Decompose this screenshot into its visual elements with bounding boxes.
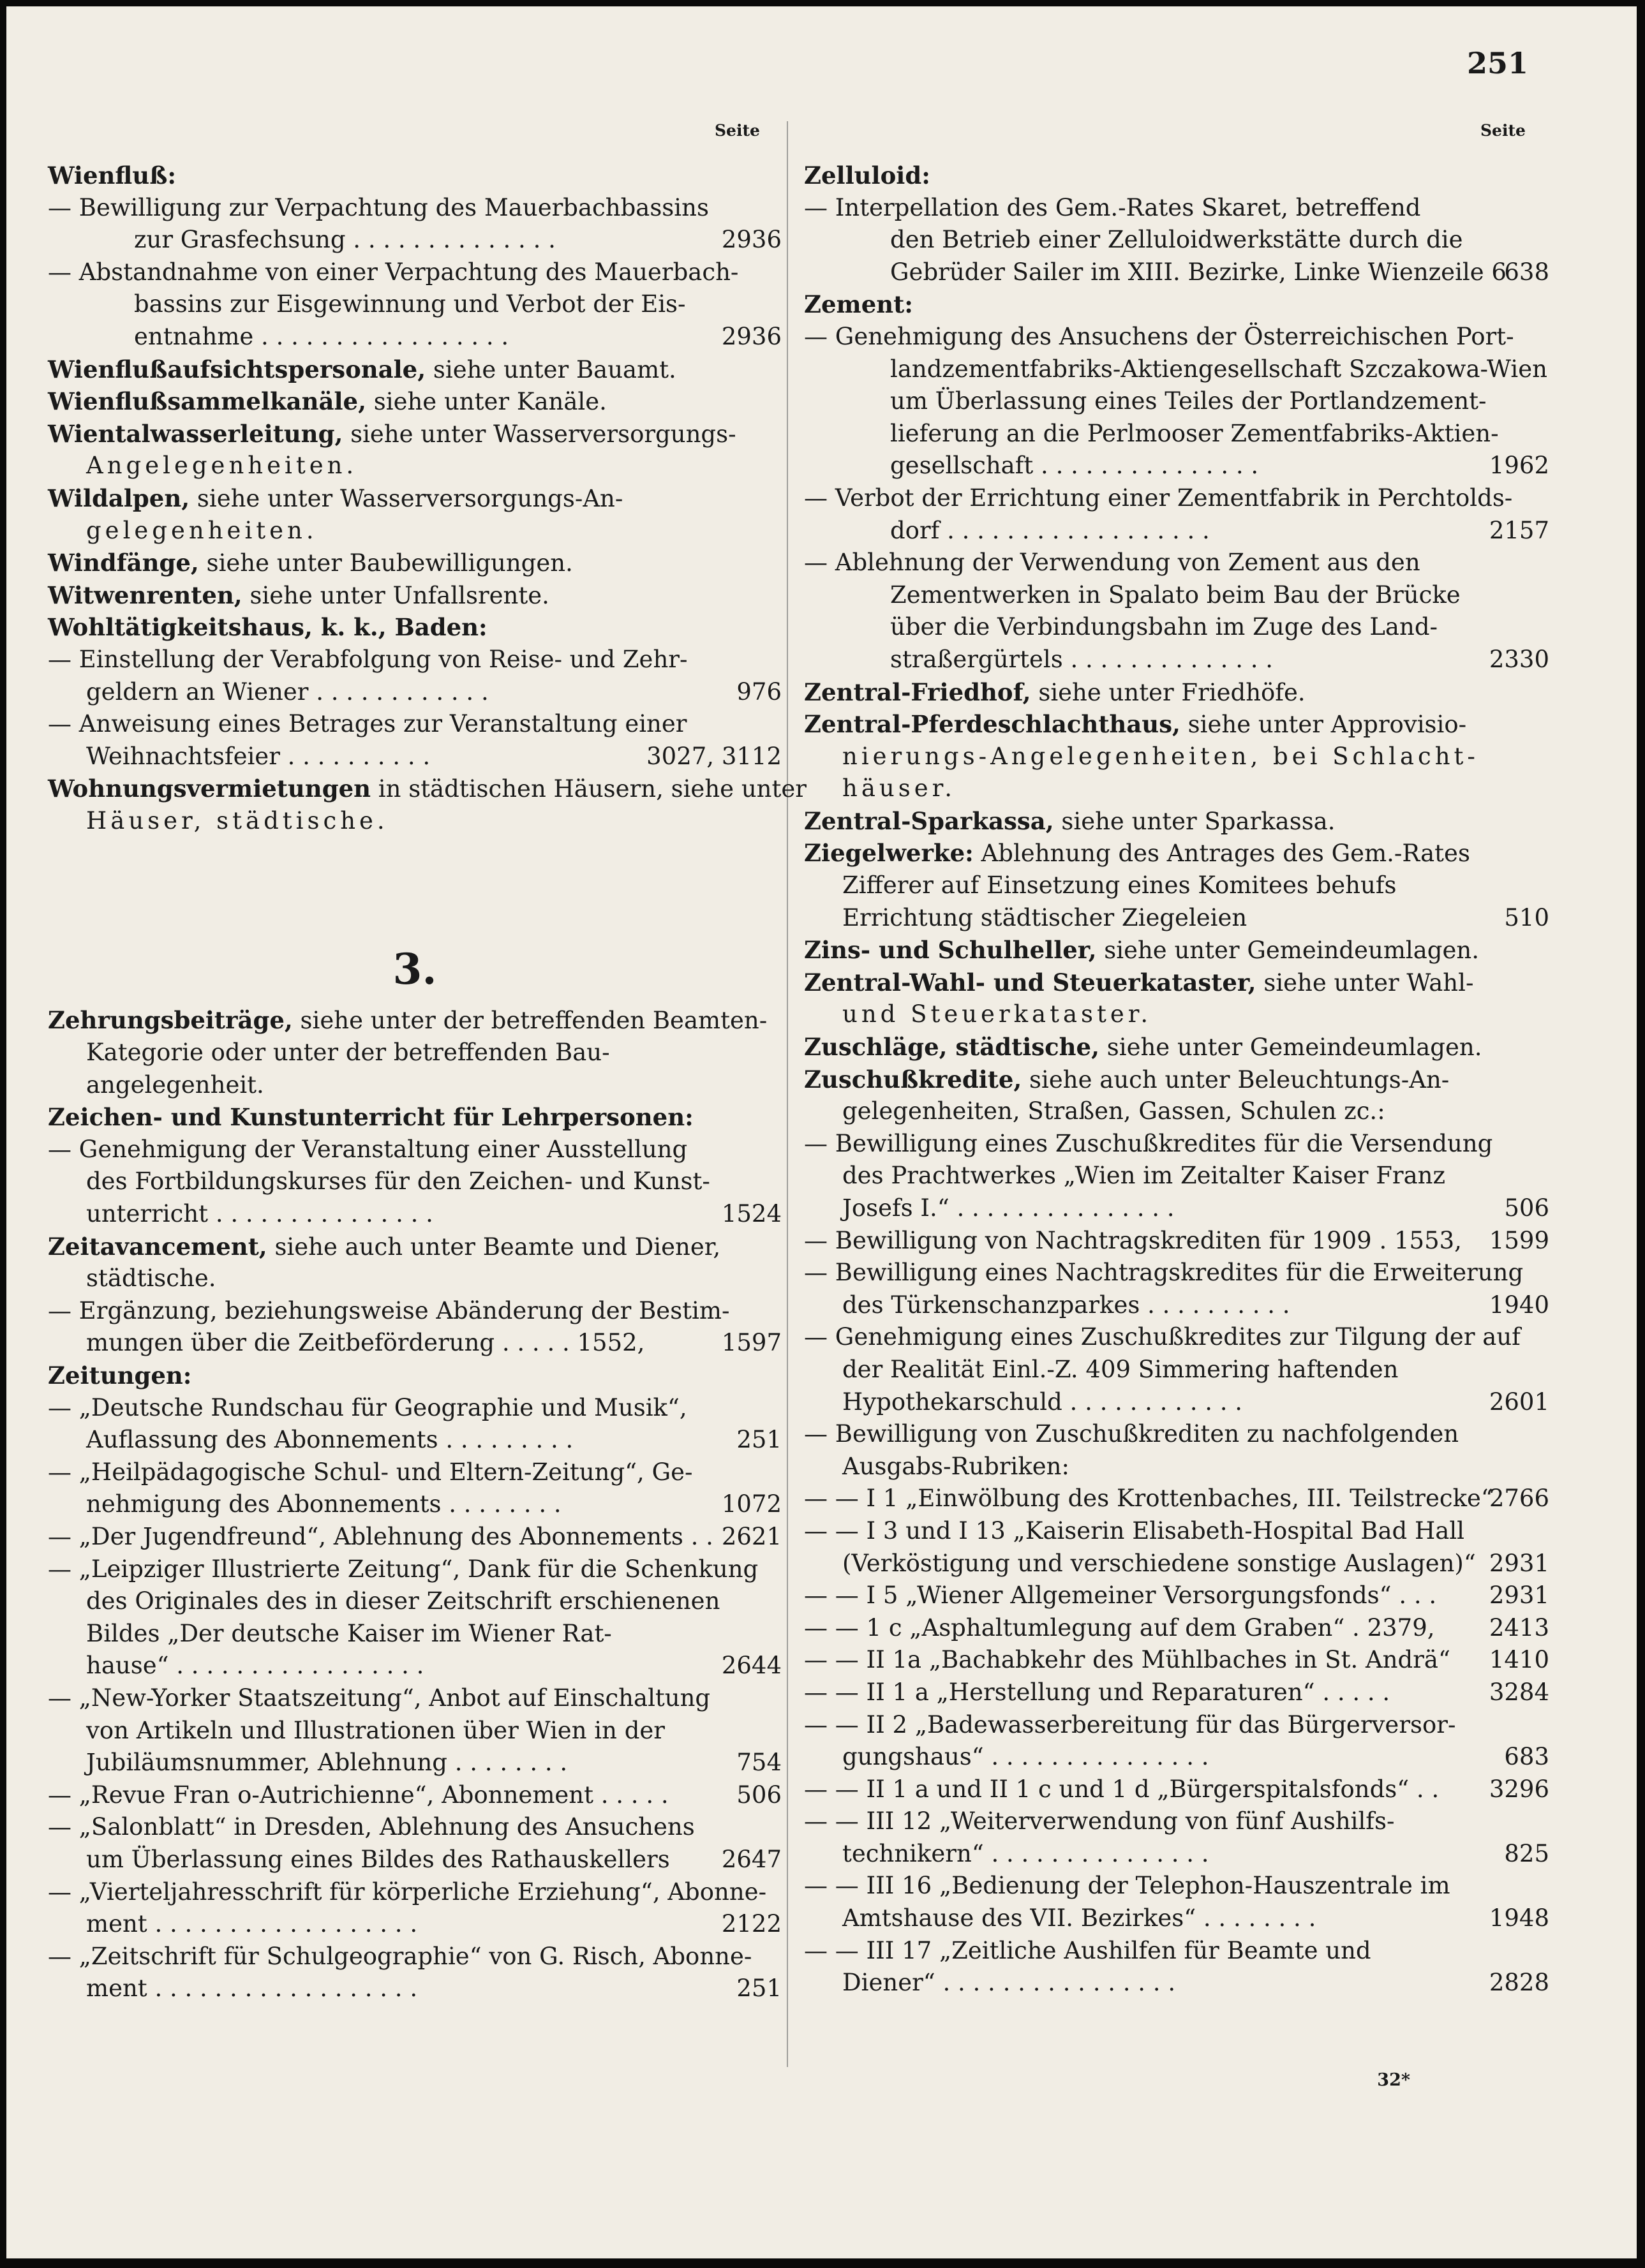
index-entry-text: — „Zeitschrift für Schulgeographie“ von G. Risch, Abonne- xyxy=(48,1942,752,1970)
page-reference: 2330 xyxy=(1489,645,1549,673)
index-line xyxy=(48,1779,782,1812)
index-entry-text: Zelluloid: xyxy=(804,161,930,189)
index-entry-text: technikern“ . . . . . . . . . . . . . . . xyxy=(842,1839,1209,1867)
index-line xyxy=(48,644,782,676)
index-entry-text: — Ergänzung, beziehungsweise Abänderung der Bestim- xyxy=(48,1296,730,1324)
page-reference: 683 xyxy=(1504,1743,1549,1771)
index-line xyxy=(842,998,1549,1031)
index-line xyxy=(804,1870,1549,1902)
index-entry-text: der Realität Einl.-Z. 409 Simmering haftenden xyxy=(842,1355,1399,1383)
page-reference: 2644 xyxy=(721,1652,782,1680)
page-reference: 1524 xyxy=(721,1200,782,1228)
index-line xyxy=(890,579,1549,612)
index-line xyxy=(134,224,782,256)
index-line xyxy=(134,321,782,353)
index-entry-text: — Ablehnung der Verwendung von Zement aus den xyxy=(804,549,1420,577)
page-reference: 1072 xyxy=(721,1490,782,1518)
index-line xyxy=(842,1451,1549,1483)
index-entry-text: entnahme . . . . . . . . . . . . . . . . . xyxy=(134,322,509,350)
page-reference: 1962 xyxy=(1489,452,1549,480)
index-line xyxy=(804,1225,1549,1257)
index-line xyxy=(48,418,782,450)
index-line xyxy=(842,1354,1549,1386)
index-line xyxy=(48,934,782,1004)
column-divider xyxy=(787,121,788,2067)
index-entry-text: den Betrieb einer Zelluloidwerkstätte durch die xyxy=(890,226,1463,254)
index-entry-text: Hypothekarschuld . . . . . . . . . . . . xyxy=(842,1388,1243,1416)
index-entry-text: Auflassung des Abonnements . . . . . . . . . xyxy=(86,1426,574,1454)
index-line xyxy=(86,1715,782,1747)
index-line xyxy=(804,288,1549,321)
index-entry-text: (Verköstigung und verschiedene sonstige Auslagen)“ xyxy=(842,1549,1476,1577)
index-entry-text: — — III 12 „Weiterverwendung von fünf Aushilfs- xyxy=(804,1807,1395,1835)
index-line xyxy=(48,547,782,579)
page-reference: 2413 xyxy=(1489,1613,1549,1642)
index-entry-text: Wohnungsvermietungen in städtischen Häusern, siehe unter xyxy=(48,775,807,803)
index-entry-text: um Überlassung eines Teiles der Portlandzement- xyxy=(890,387,1487,415)
index-line xyxy=(804,1580,1549,1612)
index-entry-text: Bildes „Der deutsche Kaiser im Wiener Rat- xyxy=(86,1619,612,1647)
index-entry-text: lieferung an die Perlmooser Zementfabriks-Aktien- xyxy=(890,419,1499,447)
index-entry-text: bassins zur Eisgewinnung und Verbot der Eis- xyxy=(134,290,686,318)
signature-mark: 32* xyxy=(1377,2070,1410,2090)
index-entry-text: — — I 3 und I 13 „Kaiserin Elisabeth-Hospital Bad Hall xyxy=(804,1516,1464,1545)
index-entry-text: häuser. xyxy=(842,775,956,803)
index-entry-text: Jubiläumsnummer, Ablehnung . . . . . . . . xyxy=(86,1749,568,1777)
index-entry-text: Witwenrenten, siehe unter Unfallsrente. xyxy=(48,581,549,609)
index-entry-text: landzementfabriks-Aktiengesellschaft Szczakowa-Wien xyxy=(890,355,1547,383)
index-line xyxy=(86,1166,782,1198)
index-line xyxy=(804,708,1549,741)
index-line xyxy=(890,611,1549,644)
index-line xyxy=(890,353,1549,386)
index-entry-text: — Genehmigung eines Zuschußkredites zur Tilgung der auf xyxy=(804,1323,1521,1351)
index-entry-text: — — I 5 „Wiener Allgemeiner Versorgungsfonds“ . . . xyxy=(804,1582,1437,1610)
index-entry-text: 3. xyxy=(392,944,437,995)
index-entry-text: — „New-Yorker Staatszeitung“, Anbot auf Einschaltung xyxy=(48,1684,711,1712)
index-line xyxy=(48,1682,782,1715)
index-entry-text: — Bewilligung eines Zuschußkredites für die Versendung xyxy=(804,1129,1493,1157)
index-line xyxy=(48,1392,782,1425)
index-entry-text: und Steuerkataster. xyxy=(842,1000,1152,1028)
index-entry-text: Angelegenheiten. xyxy=(86,452,358,480)
index-entry-text: angelegenheit. xyxy=(86,1071,264,1099)
page-reference: 2157 xyxy=(1489,516,1549,544)
index-line xyxy=(842,1548,1549,1580)
index-line xyxy=(48,1456,782,1489)
index-entry-text: unterricht . . . . . . . . . . . . . . . xyxy=(86,1200,433,1228)
index-entry-text: des Originales des in dieser Zeitschrift erschienenen xyxy=(86,1587,720,1615)
index-entry-text: — „Heilpädagogische Schul- und Eltern-Zeitung“, Ge- xyxy=(48,1458,693,1486)
index-line xyxy=(86,1618,782,1650)
index-entry-text: gelegenheiten. xyxy=(86,516,318,544)
page-reference: 976 xyxy=(736,678,782,706)
index-line xyxy=(804,1515,1549,1548)
page-reference: 754 xyxy=(736,1749,782,1777)
index-line xyxy=(890,256,1549,289)
index-line xyxy=(48,708,782,741)
index-line xyxy=(804,1321,1549,1354)
index-entry-text: gungshaus“ . . . . . . . . . . . . . . . xyxy=(842,1743,1209,1771)
index-line xyxy=(86,515,782,547)
page-reference: 2122 xyxy=(721,1910,782,1938)
index-entry-text: mungen über die Zeitbeförderung . . . . . 1552, xyxy=(86,1329,645,1357)
page-reference: 2828 xyxy=(1489,1969,1549,1997)
index-line xyxy=(48,1101,782,1134)
index-entry-text: — Abstandnahme von einer Verpachtung des Mauerbach- xyxy=(48,258,739,286)
index-entry-text: Zentral-Friedhof, siehe unter Friedhöfe. xyxy=(804,678,1306,706)
index-entry-text: ment . . . . . . . . . . . . . . . . . . xyxy=(86,1910,418,1938)
page-reference: 3027, 3112 xyxy=(646,742,782,770)
page-reference: 506 xyxy=(736,1781,782,1809)
index-entry-text: — „Salonblatt“ in Dresden, Ablehnung des Ansuchens xyxy=(48,1813,695,1841)
page-reference: 2621 xyxy=(721,1522,782,1550)
index-line xyxy=(842,1741,1549,1774)
index-line xyxy=(842,741,1549,773)
index-line xyxy=(86,1263,782,1295)
index-entry-text: Zementwerken in Spalato beim Bau der Brücke xyxy=(890,581,1461,609)
page-reference: 1940 xyxy=(1489,1291,1549,1319)
index-entry-text: von Artikeln und Illustrationen über Wien in der xyxy=(86,1716,665,1744)
index-line xyxy=(842,1192,1549,1225)
index-line xyxy=(48,385,782,418)
index-entry-text: Häuser, städtische. xyxy=(86,806,389,834)
index-line xyxy=(86,1198,782,1231)
index-line xyxy=(86,1973,782,2005)
page-reference: 2931 xyxy=(1489,1549,1549,1577)
index-entry-text: — Einstellung der Verabfolgung von Reise- und Zehr- xyxy=(48,645,688,673)
index-line xyxy=(804,547,1549,579)
index-line xyxy=(842,773,1549,805)
index-line xyxy=(86,1037,782,1069)
index-line xyxy=(86,1844,782,1876)
page-reference: 638 xyxy=(1504,258,1549,286)
index-line xyxy=(804,159,1549,192)
index-line xyxy=(890,644,1549,676)
index-line xyxy=(48,192,782,225)
index-entry-text: gelegenheiten, Straßen, Gassen, Schulen zc.: xyxy=(842,1097,1385,1125)
index-line xyxy=(842,1289,1549,1322)
index-entry-text: Zuschußkredite, siehe auch unter Beleuchtungs-An- xyxy=(804,1065,1450,1093)
index-line xyxy=(86,450,782,482)
page-reference: 251 xyxy=(736,1426,782,1454)
right-column xyxy=(804,159,1549,1999)
index-entry-text: — — 1 c „Asphaltumlegung auf dem Graben“ . 2379, xyxy=(804,1613,1435,1642)
index-line xyxy=(48,159,782,192)
index-line xyxy=(804,1064,1549,1096)
page-reference: 251 xyxy=(736,1975,782,2003)
index-line xyxy=(842,870,1549,902)
index-entry-text: ment . . . . . . . . . . . . . . . . . . xyxy=(86,1975,418,2003)
index-line xyxy=(86,1650,782,1682)
index-entry-text: Ausgabs-Rubriken: xyxy=(842,1452,1069,1480)
page-reference: 2936 xyxy=(721,226,782,254)
index-entry-text: — — II 1 a „Herstellung und Reparaturen“ . . . . . xyxy=(804,1678,1390,1706)
index-entry-text: Wientalwasserleitung, siehe unter Wasserversorgungs- xyxy=(48,419,736,448)
index-line xyxy=(48,611,782,644)
index-entry-text: Josefs I.“ . . . . . . . . . . . . . . . xyxy=(842,1194,1175,1222)
index-entry-text: über die Verbindungsbahn im Zuge des Land- xyxy=(890,613,1438,641)
index-line xyxy=(804,1709,1549,1742)
index-line xyxy=(804,676,1549,709)
index-entry-text: Ziegelwerke: Ablehnung des Antrages des Gem.-Rates xyxy=(804,839,1470,868)
index-line xyxy=(86,1585,782,1618)
seite-label-left: Seite xyxy=(715,121,760,140)
index-line xyxy=(804,837,1549,870)
page-reference: 2931 xyxy=(1489,1582,1549,1610)
index-line xyxy=(804,934,1549,967)
index-line xyxy=(86,1327,782,1360)
index-entry-text: städtische. xyxy=(86,1264,216,1293)
index-line xyxy=(804,1644,1549,1677)
index-line xyxy=(804,1805,1549,1838)
page-number: 251 xyxy=(1466,46,1528,80)
index-entry-text: straßergürtels . . . . . . . . . . . . . . xyxy=(890,645,1274,673)
index-line xyxy=(890,224,1549,256)
index-entry-text: — Genehmigung des Ansuchens der Österreichischen Port- xyxy=(804,322,1514,350)
index-line xyxy=(842,1902,1549,1935)
index-entry-text: Wienfluß: xyxy=(48,161,176,189)
index-line xyxy=(890,418,1549,450)
page-reference: 2936 xyxy=(721,322,782,350)
index-line xyxy=(804,967,1549,999)
index-line xyxy=(48,773,807,805)
index-line xyxy=(86,805,782,838)
index-line xyxy=(48,1134,782,1166)
index-entry-text: des Türkenschanzparkes . . . . . . . . . . xyxy=(842,1291,1290,1319)
page-reference: 1599 xyxy=(1489,1226,1549,1254)
index-line xyxy=(804,1677,1549,1709)
index-entry-text: um Überlassung eines Bildes des Rathauskellers xyxy=(86,1845,670,1873)
index-line xyxy=(842,1095,1549,1128)
index-line xyxy=(804,482,1549,515)
index-line xyxy=(890,450,1549,482)
index-line xyxy=(804,192,1549,225)
index-entry-text: Diener“ . . . . . . . . . . . . . . . . xyxy=(842,1969,1176,1997)
index-entry-text: Wohltätigkeitshaus, k. k., Baden: xyxy=(48,613,488,642)
index-entry-text: — Interpellation des Gem.-Rates Skaret, betreffend xyxy=(804,193,1421,221)
index-line xyxy=(86,1747,782,1779)
index-line xyxy=(842,1838,1549,1871)
index-entry-text: zur Grasfechsung . . . . . . . . . . . . . . xyxy=(134,226,556,254)
index-entry-text: — „Der Jugendfreund“, Ablehnung des Abonnements . . xyxy=(48,1522,713,1550)
index-line xyxy=(842,1386,1549,1419)
index-line xyxy=(48,1295,782,1328)
index-entry-text: — „Leipziger Illustrierte Zeitung“, Dank für die Schenkung xyxy=(48,1555,759,1583)
index-entry-text: — — III 16 „Bedienung der Telephon-Hauszentrale im xyxy=(804,1872,1450,1900)
document-page xyxy=(6,6,1637,2258)
index-line xyxy=(804,1935,1549,1968)
index-entry-text: des Prachtwerkes „Wien im Zeitalter Kaiser Franz xyxy=(842,1162,1445,1190)
index-entry-text: — Bewilligung von Zuschußkrediten zu nachfolgenden xyxy=(804,1420,1459,1448)
index-entry-text: Wienflußaufsichtspersonale, siehe unter Bauamt. xyxy=(48,355,676,383)
index-entry-text: — Verbot der Errichtung einer Zementfabrik in Perchtolds- xyxy=(804,484,1513,512)
index-entry-text: — — II 2 „Badewasserbereitung für das Bürgerversor- xyxy=(804,1710,1456,1738)
index-entry-text: Errichtung städtischer Ziegeleien xyxy=(842,903,1247,931)
index-line xyxy=(804,321,1549,353)
index-line xyxy=(48,837,782,934)
index-line xyxy=(48,256,782,289)
index-line xyxy=(86,741,782,773)
index-line xyxy=(804,1257,1549,1289)
index-entry-text: Zehrungsbeiträge, siehe unter der betreffenden Beamten- xyxy=(48,1006,768,1035)
index-entry-text: Kategorie oder unter der betreffenden Bau- xyxy=(86,1039,610,1067)
index-entry-text: Windfänge, siehe unter Baubewilligungen. xyxy=(48,549,573,577)
index-entry-text: dorf . . . . . . . . . . . . . . . . . . xyxy=(890,516,1210,544)
index-entry-text: Amtshause des VII. Bezirkes“ . . . . . . . . xyxy=(842,1904,1316,1932)
index-entry-text: Zentral-Pferdeschlachthaus, siehe unter Approvisio- xyxy=(804,710,1467,739)
index-line xyxy=(48,1876,782,1909)
index-entry-text: Zins- und Schulheller, siehe unter Gemeindeumlagen. xyxy=(804,936,1479,965)
index-entry-text: Zuschläge, städtische, siehe unter Gemeindeumlagen. xyxy=(804,1033,1482,1062)
index-line xyxy=(86,1424,782,1456)
index-line xyxy=(48,1521,782,1553)
page-reference: 1948 xyxy=(1489,1904,1549,1932)
index-line xyxy=(48,1231,782,1263)
index-entry-text: hause“ . . . . . . . . . . . . . . . . . xyxy=(86,1652,424,1680)
index-entry-text: — Anweisung eines Betrages zur Veranstaltung einer xyxy=(48,710,687,738)
index-entry-text: Zeitavancement, siehe auch unter Beamte und Diener, xyxy=(48,1232,721,1261)
index-entry-text: — „Revue Fran o-Autrichienne“, Abonnement . . . . . xyxy=(48,1781,669,1809)
index-line xyxy=(842,902,1549,935)
index-line xyxy=(48,1004,782,1037)
index-entry-text: — — III 17 „Zeitliche Aushilfen für Beamte und xyxy=(804,1936,1371,1964)
page-reference: 3296 xyxy=(1489,1775,1549,1803)
index-line xyxy=(804,1418,1549,1451)
index-entry-text: — — II 1 a und II 1 c und 1 d „Bürgerspitalsfonds“ . . xyxy=(804,1775,1440,1803)
index-entry-text: nehmigung des Abonnements . . . . . . . . xyxy=(86,1490,562,1518)
index-line xyxy=(86,1908,782,1941)
index-entry-text: Zifferer auf Einsetzung eines Komitees behufs xyxy=(842,871,1397,900)
index-entry-text: — „Deutsche Rundschau für Geographie und Musik“, xyxy=(48,1393,687,1421)
left-column xyxy=(48,159,807,2005)
page-reference: 825 xyxy=(1504,1839,1549,1867)
index-entry-text: gesellschaft . . . . . . . . . . . . . . . xyxy=(890,452,1259,480)
index-line xyxy=(804,1128,1549,1160)
index-line xyxy=(48,1941,782,1973)
index-entry-text: Zentral-Sparkassa, siehe unter Sparkassa. xyxy=(804,806,1336,835)
index-line xyxy=(134,288,782,321)
index-line xyxy=(804,1031,1549,1064)
index-entry-text: des Fortbildungskurses für den Zeichen- und Kunst- xyxy=(86,1167,710,1196)
page-reference: 2601 xyxy=(1489,1388,1549,1416)
index-entry-text: Weihnachtsfeier . . . . . . . . . . xyxy=(86,742,431,770)
index-entry-text: Zeitungen: xyxy=(48,1361,192,1390)
index-line xyxy=(804,1483,1549,1515)
page-reference: 510 xyxy=(1504,903,1549,931)
index-line xyxy=(48,1360,782,1392)
page-reference: 1410 xyxy=(1489,1646,1549,1674)
page-reference: 1597 xyxy=(721,1329,782,1357)
page-reference: 506 xyxy=(1504,1194,1549,1222)
page-reference: 3284 xyxy=(1489,1678,1549,1706)
page-reference: 2647 xyxy=(721,1845,782,1873)
index-entry-text: — Genehmigung der Veranstaltung einer Ausstellung xyxy=(48,1135,688,1163)
index-line xyxy=(86,676,782,709)
index-line xyxy=(48,1811,782,1844)
index-line xyxy=(842,1160,1549,1192)
seite-label-right: Seite xyxy=(1480,121,1526,140)
index-line xyxy=(890,515,1549,547)
index-entry-text: Wildalpen, siehe unter Wasserversorgungs-An- xyxy=(48,484,623,512)
index-entry-text: — „Vierteljahresschrift für körperliche Erziehung“, Abonne- xyxy=(48,1878,767,1906)
index-line xyxy=(48,353,782,386)
index-line xyxy=(86,1069,782,1102)
index-line xyxy=(890,385,1549,418)
index-entry-text: Zentral-Wahl- und Steuerkataster, siehe unter Wahl- xyxy=(804,968,1474,997)
index-line xyxy=(842,1967,1549,1999)
index-entry-text: — — I 1 „Einwölbung des Krottenbaches, III. Teilstrecke“ xyxy=(804,1485,1493,1513)
index-entry-text: Zement: xyxy=(804,290,913,319)
index-entry-text: — Bewilligung zur Verpachtung des Mauerbachbassins xyxy=(48,193,709,221)
index-line xyxy=(48,579,782,612)
index-line xyxy=(86,1488,782,1521)
index-entry-text: nierungs-Angelegenheiten, bei Schlacht- xyxy=(842,742,1479,770)
index-entry-text: Gebrüder Sailer im XIII. Bezirke, Linke Wienzeile 6 xyxy=(890,258,1507,286)
index-entry-text: geldern an Wiener . . . . . . . . . . . . xyxy=(86,678,489,706)
index-entry-text: — Bewilligung eines Nachtragskredites für die Erweiterung xyxy=(804,1259,1524,1287)
index-line xyxy=(48,1553,782,1586)
index-entry-text: Zeichen- und Kunstunterricht für Lehrpersonen: xyxy=(48,1103,694,1132)
index-line xyxy=(48,482,782,515)
index-entry-text: — — II 1a „Bachabkehr des Mühlbaches in St. Andrä“ xyxy=(804,1646,1450,1674)
index-entry-text: — Bewilligung von Nachtragskrediten für 1909 . 1553, xyxy=(804,1226,1462,1254)
index-line xyxy=(804,1612,1549,1645)
page-reference: 2766 xyxy=(1489,1485,1549,1513)
index-entry-text: Wienflußsammelkanäle, siehe unter Kanäle. xyxy=(48,387,607,416)
index-line xyxy=(804,1774,1549,1806)
index-line xyxy=(804,805,1549,838)
